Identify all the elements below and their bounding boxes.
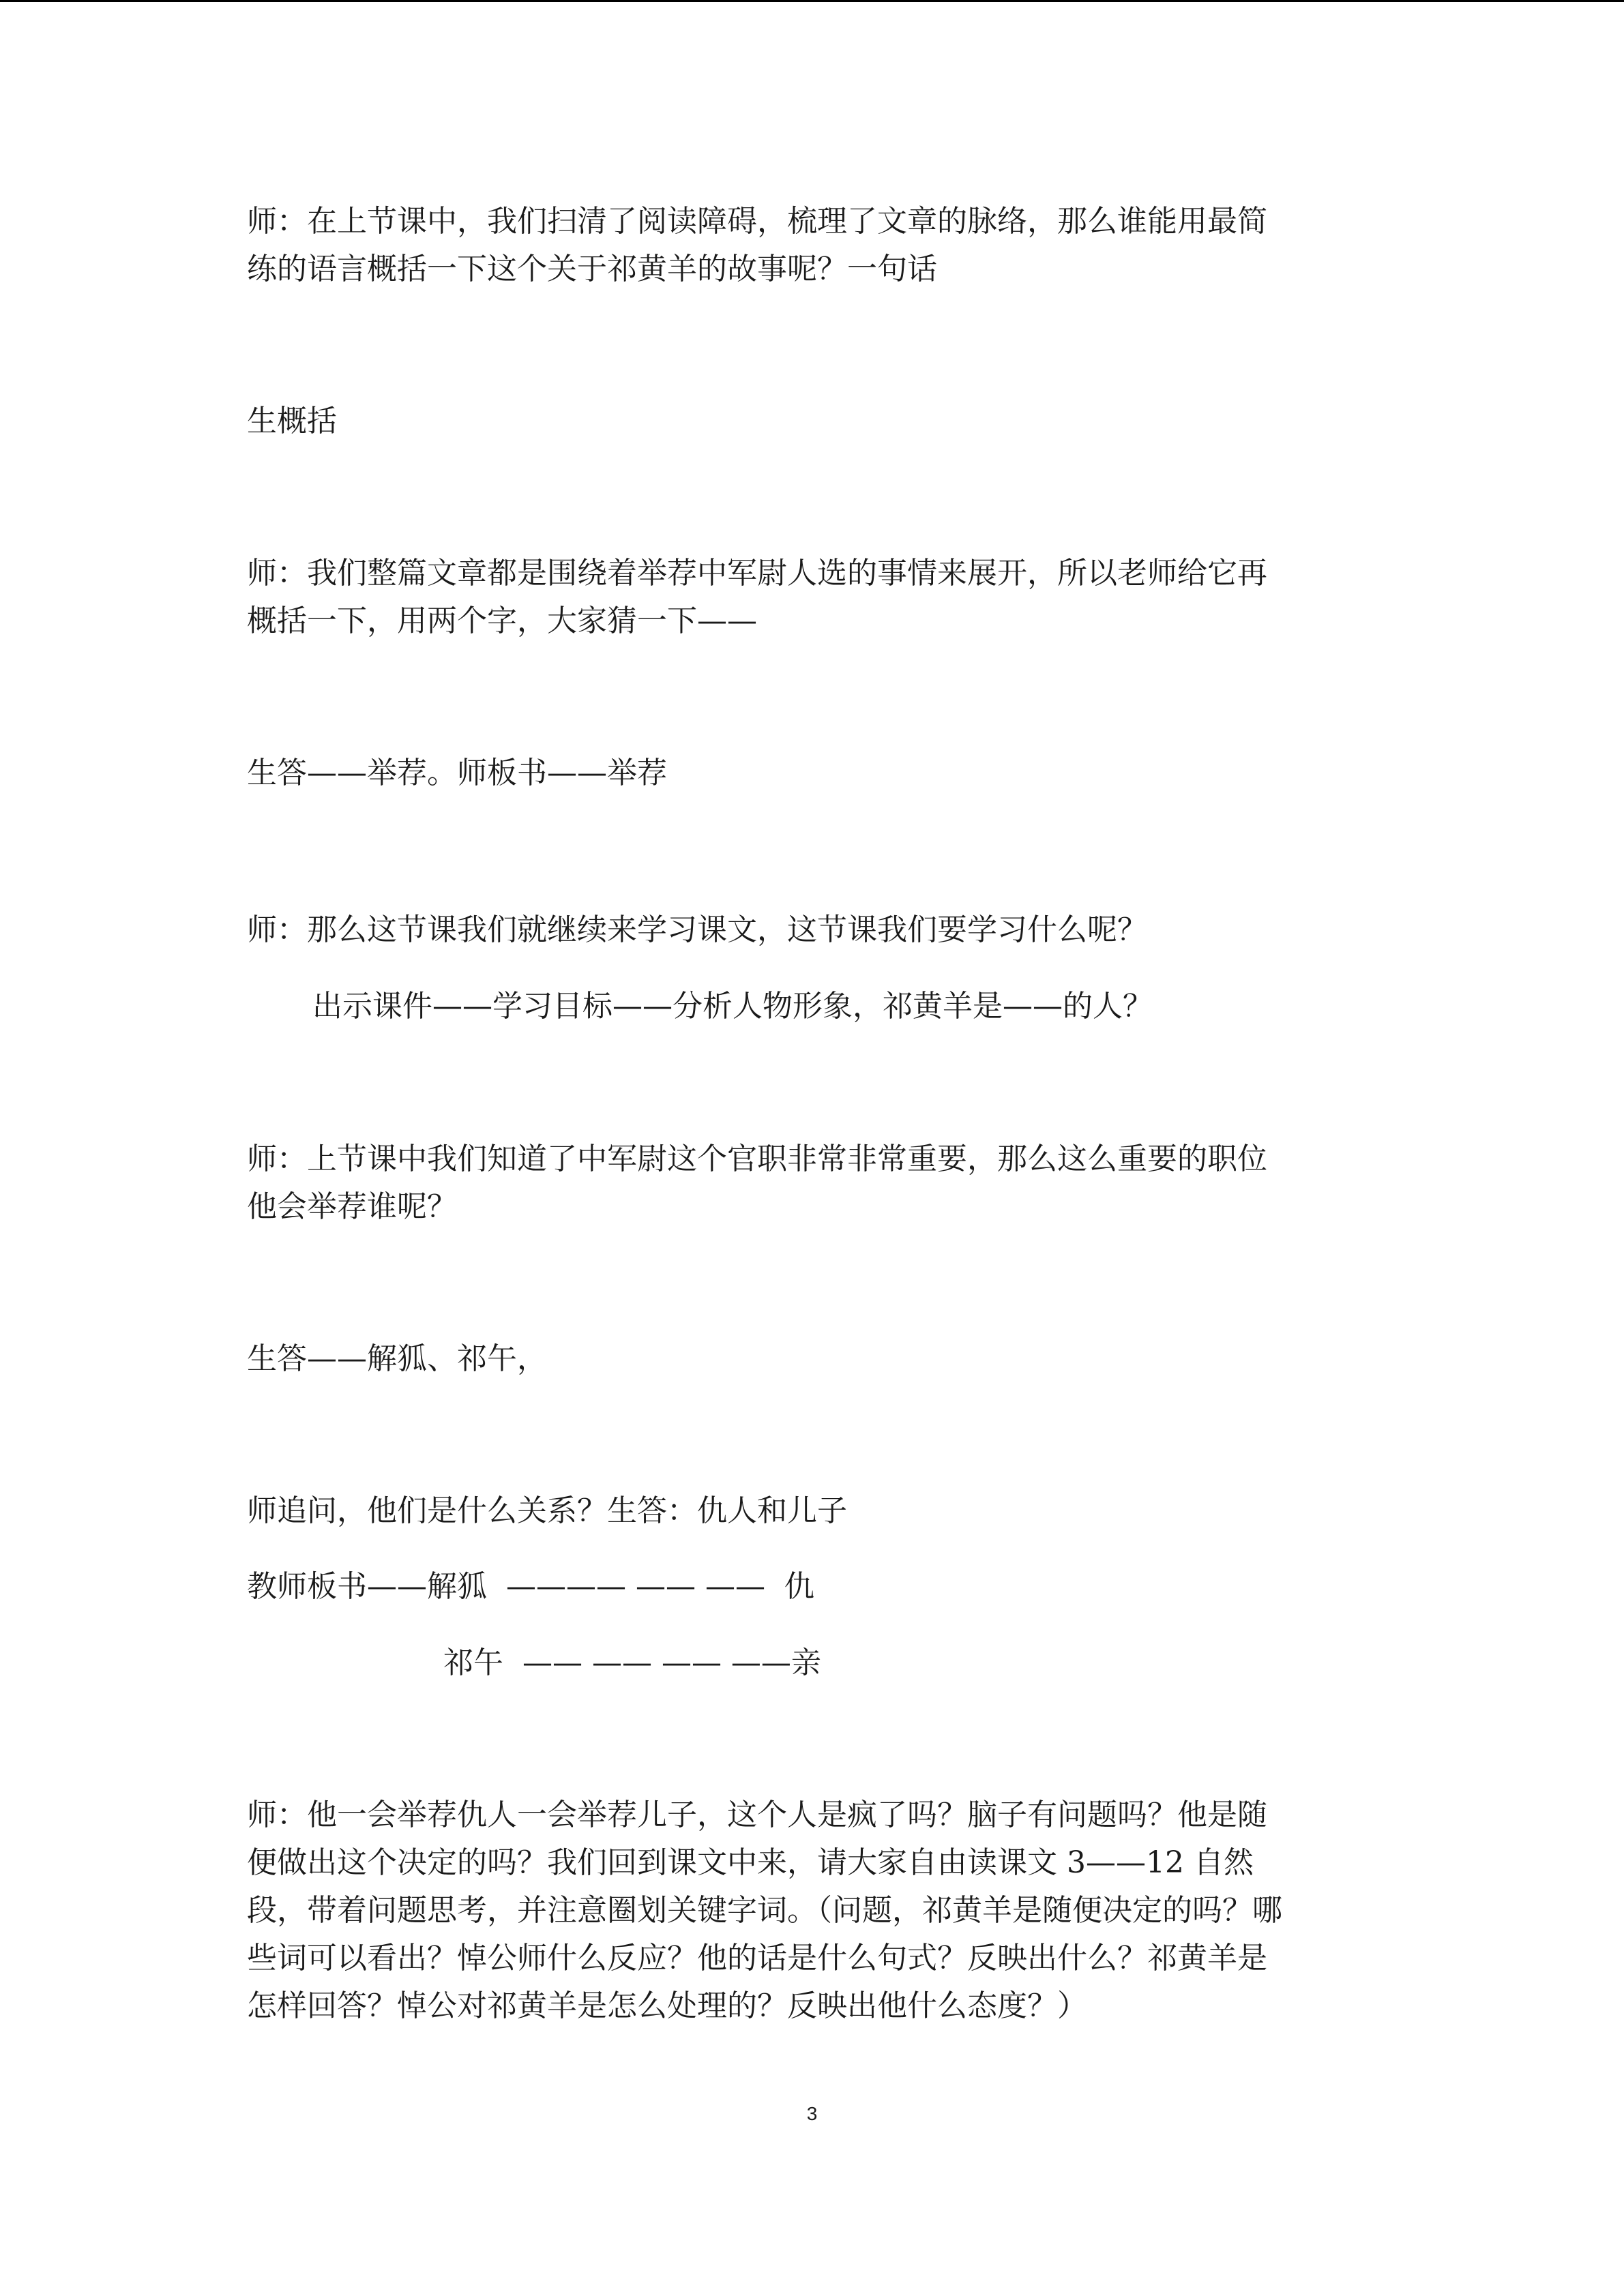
paragraph-line: 便做出这个决定的吗？我们回到课文中来，请大家自由读课文 3——12 自然 — [247, 1845, 1254, 1880]
paragraph-line: 出示课件——学习目标——分析人物形象，祁黄羊是——的人？ — [312, 989, 1153, 1024]
paragraph-line: 师：他一会举荐仇人一会举荐儿子，这个人是疯了吗？脑子有问题吗？他是随 — [247, 1798, 1267, 1832]
paragraph-line: 师：那么这节课我们就继续来学习课文，这节课我们要学习什么呢？ — [247, 912, 1147, 947]
paragraph-line: 段，带着问题思考，并注意圈划关键字词。（问题，祁黄羊是随便决定的吗？哪 — [247, 1893, 1282, 1928]
page-number: 3 — [806, 2103, 818, 2124]
board-note-line: 教师板书——解狐 ———— —— —— 仇 — [247, 1569, 814, 1604]
paragraph-line: 怎样回答？悼公对祁黄羊是怎么处理的？反映出他什么态度？） — [247, 1988, 1087, 2023]
paragraph-line: 师追问，他们是什么关系？生答：仇人和儿子 — [247, 1493, 847, 1528]
board-note-line: 祁午 —— —— —— ——亲 — [443, 1645, 821, 1680]
paragraph-line: 概括一下，用两个字，大家猜一下—— — [247, 603, 757, 638]
paragraph-line: 练的语言概括一下这个关于祁黄羊的故事呢？一句话 — [247, 252, 937, 286]
paragraph-line: 些词可以看出？悼公师什么反应？他的话是什么句式？反映出什么？祁黄羊是 — [247, 1941, 1267, 1976]
paragraph-line: 生答——举荐。师板书——举荐 — [247, 756, 667, 790]
page-top-border — [0, 0, 1624, 2]
paragraph-line: 师：我们整篇文章都是围绕着举荐中军尉人选的事情来展开，所以老师给它再 — [247, 556, 1267, 591]
paragraph-line: 他会举荐谁呢？ — [247, 1189, 457, 1224]
paragraph-line: 师：上节课中我们知道了中军尉这个官职非常非常重要，那么这么重要的职位 — [247, 1142, 1267, 1176]
paragraph-line: 师：在上节课中，我们扫清了阅读障碍，梳理了文章的脉络，那么谁能用最简 — [247, 204, 1267, 239]
paragraph-line: 生答——解狐、祁午， — [247, 1341, 547, 1376]
paragraph-line: 生概括 — [247, 404, 337, 438]
